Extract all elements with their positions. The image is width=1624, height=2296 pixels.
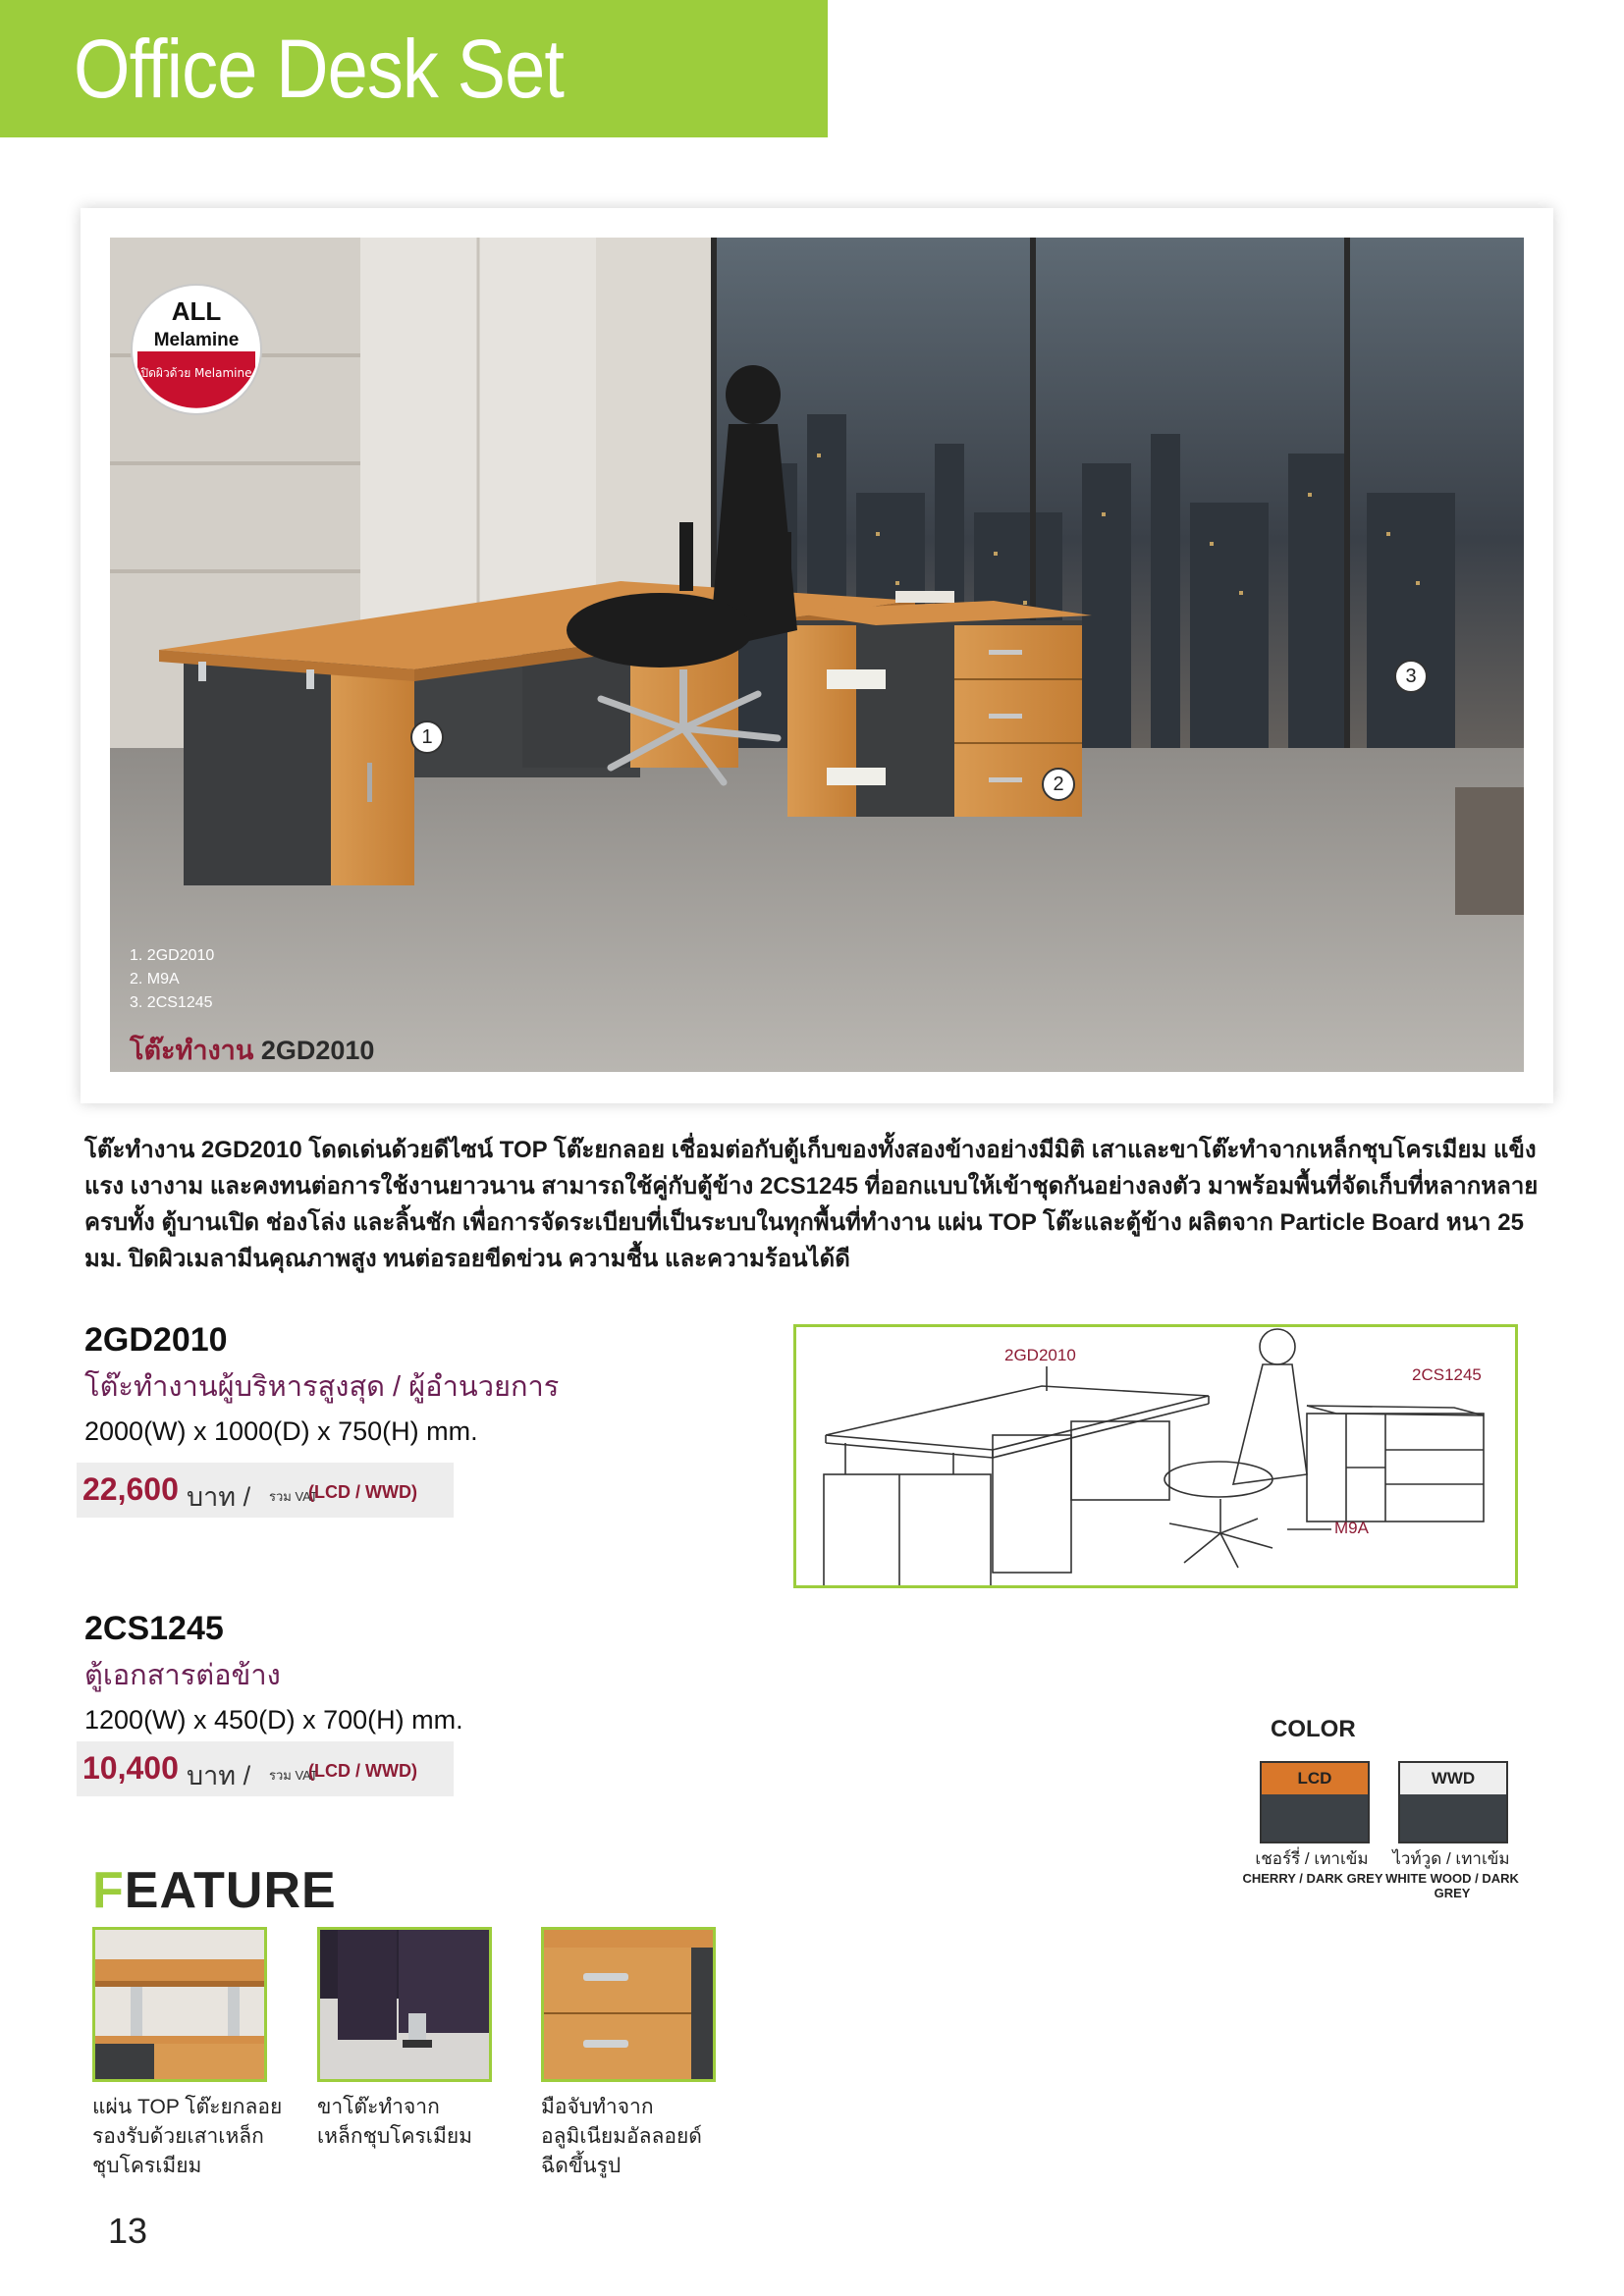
product-2gd2010 <box>84 1321 559 1447</box>
product-code: 2CS1245 <box>84 1610 224 1647</box>
callout-3: 3 <box>1394 660 1428 693</box>
product-2cs1245 <box>84 1610 463 1735</box>
line-drawing <box>793 1324 1518 1588</box>
feature-caption-handle <box>541 2093 702 2181</box>
feature-caption-line: มือจับทำจาก <box>541 2096 654 2118</box>
diagram-label-chair: M9A <box>1334 1519 1369 1537</box>
color-title: COLOR <box>1271 1716 1356 1742</box>
feature-caption-top <box>92 2093 282 2181</box>
swatch-name-th: ไวท์วูด / เทาเข้ม <box>1392 1849 1510 1868</box>
caption-code: 2GD2010 <box>260 1036 375 1065</box>
badge-top: ALL <box>171 296 222 326</box>
feature-caption-leg <box>317 2093 472 2152</box>
product-description: โต๊ะทำงาน 2GD2010 โดดเด่นด้วยดีไซน์ TOP โต๊ะยกลอย เชื่อมต่อกับตู้เก็บของทั้งสองข้างอย่างมีมิติ เสาและขาโต๊ะทำจากเหล็กชุบโครเมียม แข็งแรง เงางาม และคงทนต่อการใช้งานยาวนาน สามารถใช้คู่กับตู้ข้าง 2CS1245 ที่ออกแบบให้เข้าชุดกันอย่างลงตัว มาพร้อมพื้นที่จัดเก็บที่หลากหลาย ครบทั้ง ตู้บานเปิด ช่องโล่ง และลิ้นชัก เพื่อการจัดระเบียบที่เป็นระบบในทุกพื้นที่ทำงาน แผ่น TOP โต๊ะและตู้ข้าง ผลิตจาก Particle Board หนา 25 มม. ปิดผิวเมลามีนคุณภาพสูง ทนต่อรอยขีดข่วน ความชื้น และความร้อนได้ดี <box>84 1137 1539 1272</box>
caption-th: โต๊ะทำงาน <box>130 1036 254 1065</box>
feature-image-handle <box>541 1927 716 2082</box>
product-code: 2GD2010 <box>84 1321 228 1359</box>
swatch-name-th: เชอร์รี่ / เทาเข้ม <box>1255 1849 1369 1868</box>
badge-arc: ปิดผิวด้วย Melamine <box>140 366 252 380</box>
product-dims: 1200(W) x 450(D) x 700(H) mm. <box>84 1705 463 1735</box>
price-colors: (LCD / WWD) <box>308 1761 417 1781</box>
diagram-label-desk: 2GD2010 <box>1004 1346 1076 1364</box>
model-list <box>130 944 214 1015</box>
photo-caption <box>130 1029 374 1071</box>
diagram-label-cabinet: 2CS1245 <box>1412 1365 1482 1384</box>
product-dims: 2000(W) x 1000(D) x 750(H) mm. <box>84 1416 478 1446</box>
feature-caption-line: เหล็กชุบโครเมียม <box>317 2125 472 2148</box>
melamine-badge <box>128 281 265 418</box>
feature-caption-line: ขาโต๊ะทำจาก <box>317 2096 440 2118</box>
swatch-base <box>1400 1794 1506 1842</box>
product-name: โต๊ะทำงานผู้บริหารสูงสุด / ผู้อำนวยการ <box>84 1371 560 1403</box>
model-item: 3. 2CS1245 <box>130 994 213 1011</box>
feature-caption-line: อลูมิเนียมอัลลอยด์ <box>541 2125 702 2148</box>
price-value: 10,400 <box>82 1750 179 1786</box>
price-colors: (LCD / WWD) <box>308 1482 417 1502</box>
photo-card <box>81 208 1553 1103</box>
title-bar <box>0 0 828 137</box>
swatch-code: WWD <box>1400 1763 1506 1794</box>
feature-caption-line: แผ่น TOP โต๊ะยกลอย <box>92 2096 283 2118</box>
feature-image-leg <box>317 1927 492 2082</box>
feature-image-top <box>92 1927 267 2082</box>
product-name: ตู้เอกสารต่อข้าง <box>84 1660 281 1691</box>
swatch-wwd <box>1398 1761 1508 1843</box>
swatch-name-en: CHERRY / DARK GREY <box>1242 1871 1383 1886</box>
price-box-2gd2010 <box>77 1463 454 1518</box>
price-box-2cs1245 <box>77 1741 454 1796</box>
product-photo <box>110 238 1524 1072</box>
swatch-name-en: WHITE WOOD / DARK GREY <box>1385 1871 1519 1900</box>
model-item: 1. 2GD2010 <box>130 947 215 964</box>
feature-title-rest: EATURE <box>124 1862 337 1919</box>
feature-caption-line: ฉีดขึ้นรูป <box>541 2155 622 2177</box>
price-vat: รวม VAT <box>269 1768 318 1783</box>
swatch-code: LCD <box>1262 1763 1368 1794</box>
price-value: 22,600 <box>82 1471 179 1507</box>
badge-mid: Melamine <box>153 330 240 350</box>
feature-caption-line: ชุบโครเมียม <box>92 2155 202 2177</box>
price-unit: บาท / <box>187 1482 251 1512</box>
swatch-base <box>1262 1794 1368 1842</box>
feature-caption-line: รองรับด้วยเสาเหล็ก <box>92 2125 264 2148</box>
callout-2: 2 <box>1042 768 1075 801</box>
page-title: Office Desk Set <box>74 23 564 115</box>
feature-title-first: F <box>92 1862 125 1919</box>
feature-title <box>92 1861 337 1920</box>
page-number: 13 <box>108 2211 148 2251</box>
callout-1: 1 <box>410 721 444 754</box>
price-vat: รวม VAT <box>269 1489 318 1504</box>
model-item: 2. M9A <box>130 971 180 988</box>
swatch-lcd <box>1260 1761 1370 1843</box>
price-unit: บาท / <box>187 1761 251 1790</box>
